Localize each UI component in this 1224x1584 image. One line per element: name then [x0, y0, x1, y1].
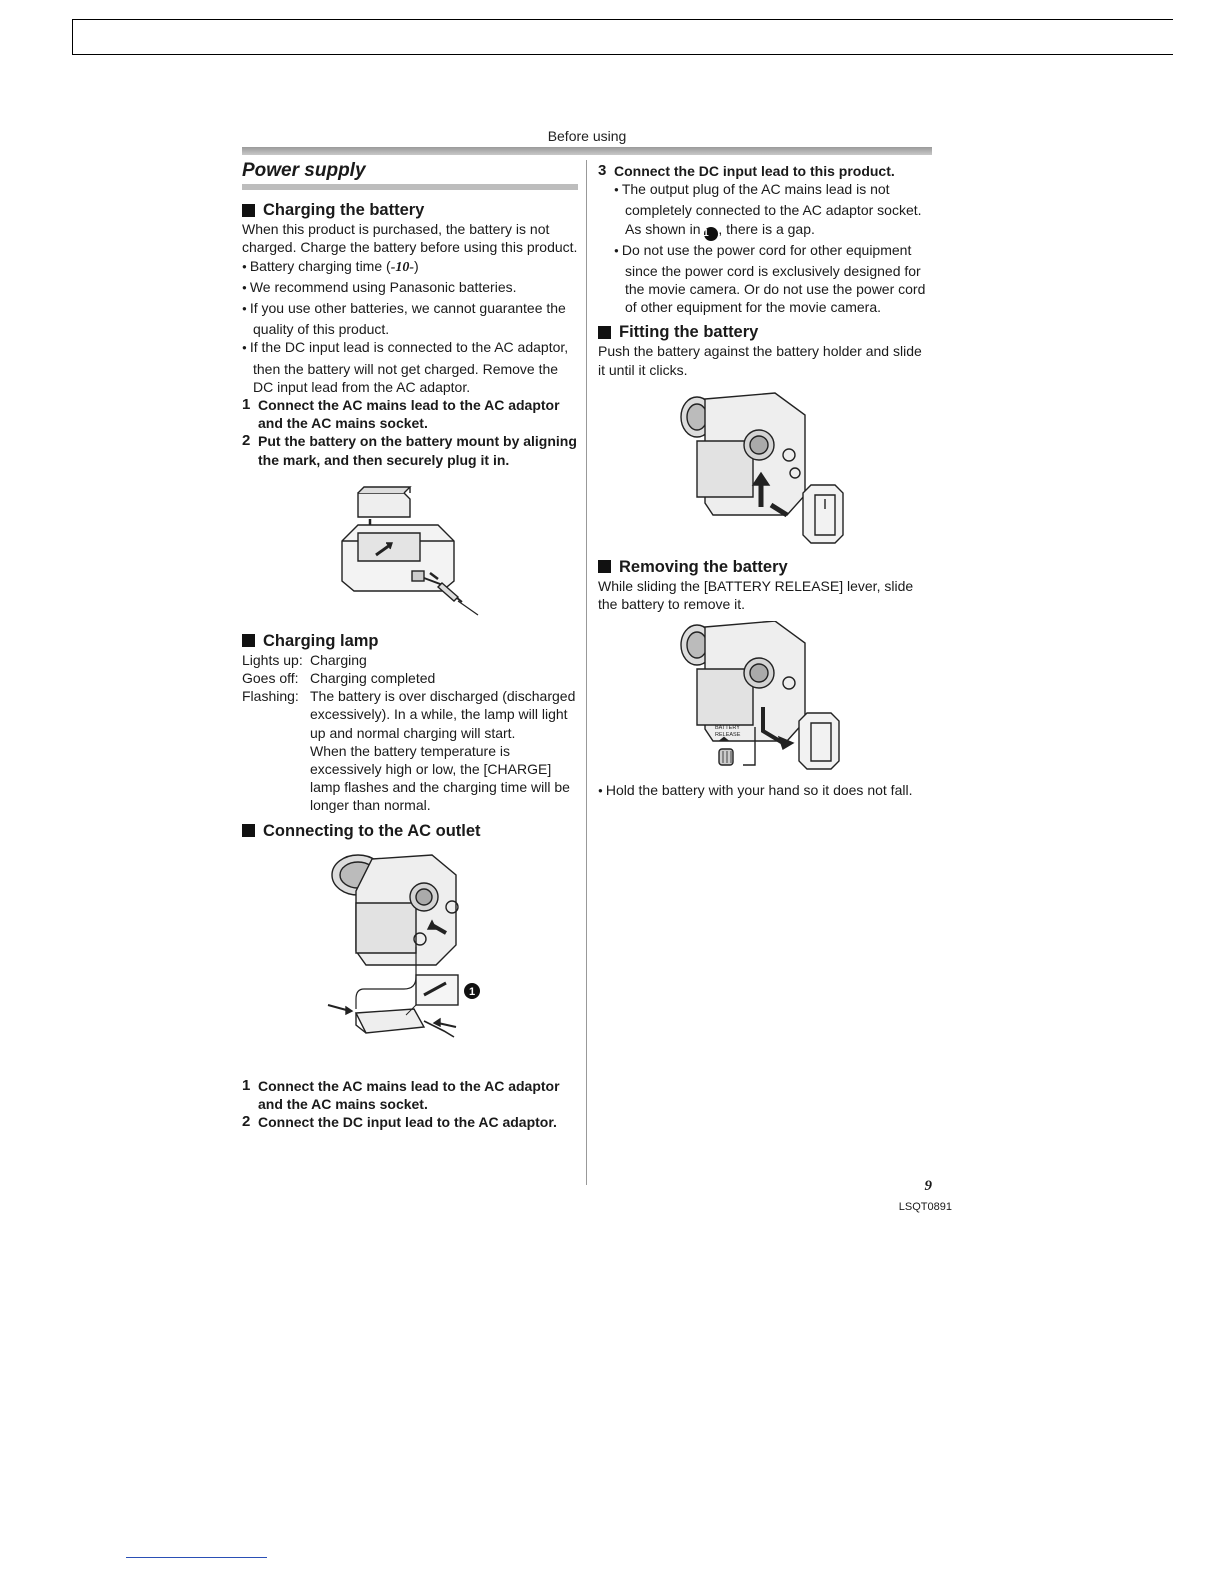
removing-text: While sliding the [BATTERY RELEASE] lever, slide the battery to remove it.	[598, 577, 914, 613]
square-bullet-icon	[242, 204, 255, 217]
charge-step-2: 2 Put the battery on the battery mount by aligning the mark, and then securely plug it in.	[242, 432, 577, 468]
callout-number: 1	[468, 985, 476, 998]
bullet-charging-time: ● Battery charging time (-10-)	[242, 257, 578, 278]
fitting-battery-illustration	[675, 389, 855, 551]
ac-connection-illustration	[320, 847, 500, 1069]
bullet-dc-input: ● If the DC input lead is connected to the AC adaptor, then the battery will not get charged. Remove the DC input lead from the AC adaptor.	[242, 338, 578, 396]
lamp-row-flashing: Flashing: The battery is over discharged (discharged excessively). In a while, the lamp will light up and normal charging will start.	[242, 688, 576, 741]
square-bullet-icon	[242, 824, 255, 837]
square-bullet-icon	[242, 634, 255, 647]
lever-label-line-2: RELEASE	[715, 732, 741, 739]
heading-removing-battery: Removing the battery	[598, 557, 932, 577]
section-title: Power supply	[242, 160, 366, 181]
fitting-text: Push the battery against the battery holder and slide it until it clicks.	[598, 343, 922, 378]
page-reference: -10-	[390, 259, 415, 275]
heading-fitting-battery: Fitting the battery	[598, 322, 932, 342]
bullet-panasonic: ● We recommend using Panasonic batteries.	[242, 278, 578, 299]
bullet-hold-battery: ● Hold the battery with your hand so it does not fall.	[598, 781, 932, 802]
lamp-row-goes-off: Goes off: Charging completed	[242, 670, 436, 687]
charge-step-1: 1 Connect the AC mains lead to the AC adaptor and the AC mains socket.	[242, 396, 560, 432]
page-number: 9	[924, 1178, 932, 1194]
callout-marker: 1	[704, 227, 718, 241]
right-column	[598, 162, 932, 802]
bullet-other-batteries: ● If you use other batteries, we cannot guarantee the quality of this product.	[242, 299, 578, 338]
removing-battery-illustration	[675, 621, 855, 777]
section-rule	[242, 184, 578, 190]
header-frame	[72, 19, 1173, 55]
charging-intro: When this product is purchased, the battery is not charged. Charge the battery before using this product.	[242, 221, 578, 256]
square-bullet-icon	[598, 326, 611, 339]
left-column	[242, 162, 578, 1131]
lever-label-line-1: BATTERY	[715, 725, 740, 732]
bottom-link-underline[interactable]	[126, 1557, 267, 1558]
square-bullet-icon	[598, 560, 611, 573]
running-head: Before using	[547, 128, 627, 144]
lamp-row-lights-up: Lights up: Charging	[242, 651, 367, 668]
connect-step-3: 3 Connect the DC input lead to this product.	[598, 162, 895, 179]
bullet-power-cord: ● Do not use the power cord for other equipment since the power cord is exclusively designed for the movie camera. Or do not use the power cord of other equipment for the movie camera.	[598, 241, 932, 317]
heading-ac-outlet: Connecting to the AC outlet	[242, 821, 578, 841]
lamp-temperature-note: When the battery temperature is excessively high or low, the [CHARGE] lamp flashes and the charging time will be longer than normal.	[310, 742, 570, 814]
heading-charging-battery: Charging the battery	[242, 200, 578, 220]
ac-step-2: 2 Connect the DC input lead to the AC adaptor.	[242, 1113, 557, 1131]
charger-illustration	[330, 483, 490, 623]
header-rule	[242, 147, 932, 155]
column-divider	[586, 160, 587, 1185]
bullet-output-plug: ● The output plug of the AC mains lead is not completely connected to the AC adaptor socket. As shown in 1 , there is a gap.	[598, 180, 932, 240]
heading-charging-lamp: Charging lamp	[242, 631, 578, 651]
ac-step-1: 1 Connect the AC mains lead to the AC adaptor and the AC mains socket.	[242, 1076, 560, 1112]
document-code: LSQT0891	[898, 1201, 952, 1213]
